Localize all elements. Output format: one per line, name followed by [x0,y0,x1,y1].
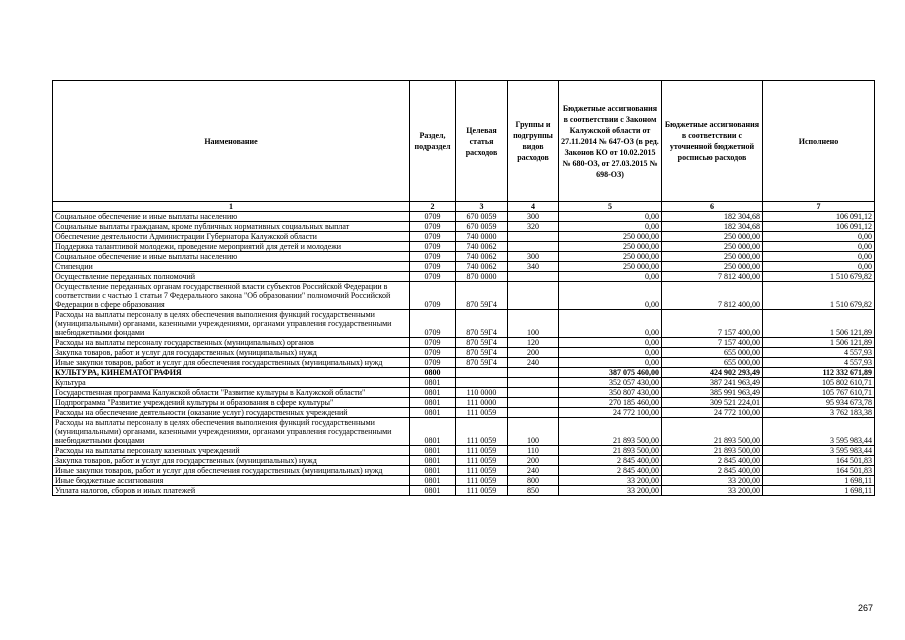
row-group: 300 [508,212,559,222]
header-plan-allocation: Бюджетные ассигнования в соответствии с уточненной бюджетной росписью расходов [662,81,763,202]
row-article: 870 59Г4 [456,282,508,310]
row-group [508,232,559,242]
column-number: 6 [662,202,763,212]
table-row [53,388,875,398]
table-row [53,252,875,262]
row-executed: 1 698,11 [763,476,875,486]
table-row [53,232,875,242]
row-group: 100 [508,418,559,446]
row-executed: 4 557,93 [763,348,875,358]
row-plan-allocation: 250 000,00 [662,262,763,272]
row-section: 0709 [410,212,456,222]
header-law-allocation: Бюджетные ассигнования в соответствии с Законом Калужской области от 27.11.2014 № 647-ОЗ (в ред. Законов КО от 10.02.2015 № 680-ОЗ, от 27.03.2015 № 698-ОЗ) [559,81,662,202]
row-article: 870 59Г4 [456,348,508,358]
row-law-allocation: 270 185 460,00 [559,398,662,408]
row-law-allocation: 33 200,00 [559,486,662,496]
row-executed: 1 510 679,82 [763,282,875,310]
row-executed: 4 557,93 [763,358,875,368]
row-law-allocation: 33 200,00 [559,476,662,486]
row-article: 111 0059 [456,418,508,446]
row-article: 870 0000 [456,272,508,282]
row-group: 340 [508,262,559,272]
row-section: 0801 [410,388,456,398]
row-article: 740 0062 [456,262,508,272]
row-group [508,272,559,282]
row-article: 111 0059 [456,408,508,418]
row-section: 0801 [410,446,456,456]
column-number: 1 [53,202,410,212]
column-number: 5 [559,202,662,212]
row-executed: 1 506 121,89 [763,338,875,348]
row-executed: 0,00 [763,252,875,262]
row-plan-allocation: 655 000,00 [662,358,763,368]
row-article: 870 59Г4 [456,358,508,368]
row-name: Подпрограмма "Развитие учреждений культуры и образования в сфере культуры" [53,398,410,408]
row-executed: 95 934 673,78 [763,398,875,408]
table-row [53,446,875,456]
row-executed: 3 595 983,44 [763,418,875,446]
row-executed: 0,00 [763,242,875,252]
row-law-allocation: 2 845 400,00 [559,456,662,466]
row-article: 740 0062 [456,252,508,262]
row-group: 320 [508,222,559,232]
row-plan-allocation: 7 812 400,00 [662,282,763,310]
row-executed: 106 091,12 [763,222,875,232]
row-name: Уплата налогов, сборов и иных платежей [53,486,410,496]
row-name: Осуществление переданных органам государственной власти субъектов Российской Федерации в соответствии с частью 1 статьи 7 Федерального закона "Об образовании" полномочий Российской Федерации в сфере образования [53,282,410,310]
row-law-allocation: 0,00 [559,222,662,232]
row-plan-allocation: 21 893 500,00 [662,446,763,456]
row-law-allocation: 352 057 430,00 [559,378,662,388]
row-section: 0801 [410,486,456,496]
row-article: 870 59Г4 [456,338,508,348]
row-plan-allocation: 655 000,00 [662,348,763,358]
table-row [53,348,875,358]
row-name: Расходы на обеспечение деятельности (оказание услуг) государственных учреждений [53,408,410,418]
row-law-allocation: 0,00 [559,358,662,368]
row-section: 0801 [410,378,456,388]
table-row [53,222,875,232]
row-article: 110 0000 [456,388,508,398]
row-section: 0709 [410,358,456,368]
row-name: Расходы на выплаты персоналу в целях обеспечения выполнения функций государственными (муниципальными) органами, казенными учреждениями, органами управления государственными внебюджетными фондами [53,418,410,446]
row-group: 110 [508,446,559,456]
row-section: 0801 [410,466,456,476]
table-row [53,338,875,348]
table-row [53,398,875,408]
row-group: 200 [508,348,559,358]
row-executed: 105 767 610,71 [763,388,875,398]
row-section: 0709 [410,222,456,232]
table-row [53,262,875,272]
header-name: Наименование [53,81,410,202]
row-group: 100 [508,310,559,338]
row-plan-allocation: 250 000,00 [662,242,763,252]
row-law-allocation: 350 807 430,00 [559,388,662,398]
row-section: 0709 [410,252,456,262]
row-plan-allocation: 24 772 100,00 [662,408,763,418]
row-group [508,368,559,378]
row-executed: 164 501,83 [763,456,875,466]
row-executed: 105 802 610,71 [763,378,875,388]
row-law-allocation: 21 893 500,00 [559,446,662,456]
budget-table [52,80,875,496]
table-row [53,242,875,252]
row-law-allocation: 250 000,00 [559,252,662,262]
row-name: Социальное обеспечение и иные выплаты населению [53,212,410,222]
row-group: 800 [508,476,559,486]
row-name: Расходы на выплаты персоналу государственных (муниципальных) органов [53,338,410,348]
row-section: 0709 [410,262,456,272]
table-row [53,282,875,310]
table-row [53,418,875,446]
row-name: Иные закупки товаров, работ и услуг для обеспечения государственных (муниципальных) нужд [53,358,410,368]
row-plan-allocation: 7 812 400,00 [662,272,763,282]
budget-rows [53,212,875,496]
row-group [508,388,559,398]
row-law-allocation: 250 000,00 [559,232,662,242]
row-law-allocation: 0,00 [559,348,662,358]
table-row [53,272,875,282]
row-article: 111 0059 [456,446,508,456]
row-executed: 164 501,83 [763,466,875,476]
row-law-allocation: 21 893 500,00 [559,418,662,446]
row-plan-allocation: 7 157 400,00 [662,310,763,338]
table-row [53,310,875,338]
row-section: 0801 [410,408,456,418]
row-section: 0709 [410,242,456,252]
row-plan-allocation: 2 845 400,00 [662,456,763,466]
row-group [508,242,559,252]
row-law-allocation: 387 075 460,00 [559,368,662,378]
row-article: 111 0059 [456,456,508,466]
row-name: Поддержка талантливой молодежи, проведение мероприятий для детей и молодежи [53,242,410,252]
row-law-allocation: 24 772 100,00 [559,408,662,418]
page-number: 267 [858,603,874,613]
row-article: 111 0000 [456,398,508,408]
row-plan-allocation: 250 000,00 [662,252,763,262]
row-law-allocation: 250 000,00 [559,242,662,252]
row-name: Государственная программа Калужской области "Развитие культуры в Калужской области" [53,388,410,398]
row-section: 0709 [410,310,456,338]
row-plan-allocation: 182 304,68 [662,222,763,232]
row-section: 0801 [410,398,456,408]
row-executed: 1 698,11 [763,486,875,496]
row-section: 0801 [410,418,456,446]
row-executed: 3 762 183,38 [763,408,875,418]
row-group [508,282,559,310]
header-article: Целевая статья расходов [456,81,508,202]
row-article [456,368,508,378]
row-law-allocation: 0,00 [559,310,662,338]
row-executed: 0,00 [763,262,875,272]
row-section: 0800 [410,368,456,378]
row-name: Социальные выплаты гражданам, кроме публичных нормативных социальных выплат [53,222,410,232]
row-section: 0801 [410,476,456,486]
row-executed: 112 332 671,89 [763,368,875,378]
table-row [53,466,875,476]
row-executed: 3 595 983,44 [763,446,875,456]
row-article: 111 0059 [456,476,508,486]
row-plan-allocation: 33 200,00 [662,476,763,486]
table-row [53,456,875,466]
row-executed: 1 510 679,82 [763,272,875,282]
header-executed: Исполнено [763,81,875,202]
row-plan-allocation: 2 845 400,00 [662,466,763,476]
budget-sheet [52,80,874,496]
row-section: 0709 [410,272,456,282]
row-executed: 1 506 121,89 [763,310,875,338]
column-number: 3 [456,202,508,212]
row-group: 120 [508,338,559,348]
row-law-allocation: 0,00 [559,212,662,222]
column-number: 2 [410,202,456,212]
row-law-allocation: 250 000,00 [559,262,662,272]
row-name: Закупка товаров, работ и услуг для государственных (муниципальных) нужд [53,456,410,466]
row-article: 670 0059 [456,212,508,222]
row-plan-allocation: 387 241 963,49 [662,378,763,388]
row-executed: 0,00 [763,232,875,242]
row-name: Закупка товаров, работ и услуг для государственных (муниципальных) нужд [53,348,410,358]
row-name: Социальное обеспечение и иные выплаты населению [53,252,410,262]
row-group [508,408,559,418]
row-law-allocation: 0,00 [559,272,662,282]
row-group: 240 [508,358,559,368]
row-name: Расходы на выплаты персоналу в целях обеспечения выполнения функций государственными (муниципальными) органами, казенными учреждениями, органами управления государственными внебюджетными фондами [53,310,410,338]
row-name: Осуществление переданных полномочий [53,272,410,282]
table-row [53,368,875,378]
row-section: 0801 [410,456,456,466]
table-row [53,476,875,486]
table-row [53,408,875,418]
table-row [53,486,875,496]
row-article: 740 0062 [456,242,508,252]
row-group: 850 [508,486,559,496]
row-plan-allocation: 385 991 963,49 [662,388,763,398]
row-plan-allocation: 7 157 400,00 [662,338,763,348]
row-plan-allocation: 182 304,68 [662,212,763,222]
row-group: 300 [508,252,559,262]
row-group [508,378,559,388]
row-name: Культура [53,378,410,388]
row-name: Расходы на выплаты персоналу казенных учреждений [53,446,410,456]
row-name: Иные закупки товаров, работ и услуг для обеспечения государственных (муниципальных) нужд [53,466,410,476]
row-law-allocation: 0,00 [559,282,662,310]
row-group [508,398,559,408]
row-executed: 106 091,12 [763,212,875,222]
table-row [53,378,875,388]
row-name: Иные бюджетные ассигнования [53,476,410,486]
column-number: 7 [763,202,875,212]
row-section: 0709 [410,338,456,348]
table-row [53,358,875,368]
row-article: 111 0059 [456,466,508,476]
row-plan-allocation: 250 000,00 [662,232,763,242]
row-group: 240 [508,466,559,476]
row-section: 0709 [410,282,456,310]
table-row [53,212,875,222]
row-article: 670 0059 [456,222,508,232]
header-group: Группы и подгруппы видов расходов [508,81,559,202]
row-article: 740 0000 [456,232,508,242]
row-law-allocation: 0,00 [559,338,662,348]
row-article: 870 59Г4 [456,310,508,338]
row-plan-allocation: 33 200,00 [662,486,763,496]
row-article: 111 0059 [456,486,508,496]
row-plan-allocation: 309 521 224,01 [662,398,763,408]
row-section: 0709 [410,232,456,242]
row-plan-allocation: 424 902 293,49 [662,368,763,378]
column-number: 4 [508,202,559,212]
row-section: 0709 [410,348,456,358]
row-name: Стипендии [53,262,410,272]
row-law-allocation: 2 845 400,00 [559,466,662,476]
header-section: Раздел, подраздел [410,81,456,202]
row-group: 200 [508,456,559,466]
row-article [456,378,508,388]
row-plan-allocation: 21 893 500,00 [662,418,763,446]
row-name: Обеспечение деятельности Администрации Губернатора Калужской области [53,232,410,242]
row-name: КУЛЬТУРА, КИНЕМАТОГРАФИЯ [53,368,410,378]
